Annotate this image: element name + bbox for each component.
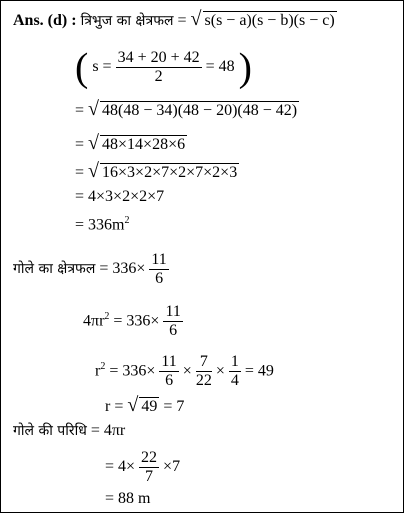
step-3: = √ 16×3×2×7×2×7×2×3 (75, 160, 238, 182)
circumference-line: गोले की परिधि = 4πr (13, 422, 126, 439)
sphere-eq-line: $4\pi r^2 = 336\times$ $\frac{11}{6}$ (83, 303, 181, 340)
answer-line: Ans. (d) : त्रिभुज का क्षेत्रफल = √ s(s − a)(s − b)(s − c) (13, 8, 335, 30)
sphere-area-line: गोले का क्षेत्रफल = 336× $\frac{11}{6}$ (13, 250, 167, 287)
final-answer: = 88 m (105, 490, 151, 507)
answer-label: Ans. (d) : (13, 12, 77, 29)
r-squared-line: $r^2 = 336\times$ $\frac{11}{6}$ × $\frac{7}{22}$ × $\frac{1}{4}$ = 49 (95, 353, 274, 390)
heron-root: √ s(s − a)(s − b)(s − c) (190, 8, 335, 30)
semi-perimeter-fraction: $\frac{34 + 20 + 42}{2}$ (117, 48, 200, 85)
step-5: = $336m^2$ (75, 215, 130, 234)
triangle-area-label: त्रिभुज का क्षेत्रफल (80, 13, 174, 29)
circumference-calc: = 4× $\frac{22}{7}$ ×7 (105, 448, 181, 485)
semi-perimeter-line: ( s = $\frac{34 + 20 + 42}{2}$ = 48 ) (75, 44, 252, 90)
step-1: = √ 48(48 − 34)(48 − 20)(48 − 42) (75, 98, 298, 120)
step-2: = √ 48×14×28×6 (75, 132, 186, 154)
step-4: = 4×3×2×2×7 (75, 188, 165, 205)
r-line: r = √ 49 = 7 (105, 394, 185, 416)
